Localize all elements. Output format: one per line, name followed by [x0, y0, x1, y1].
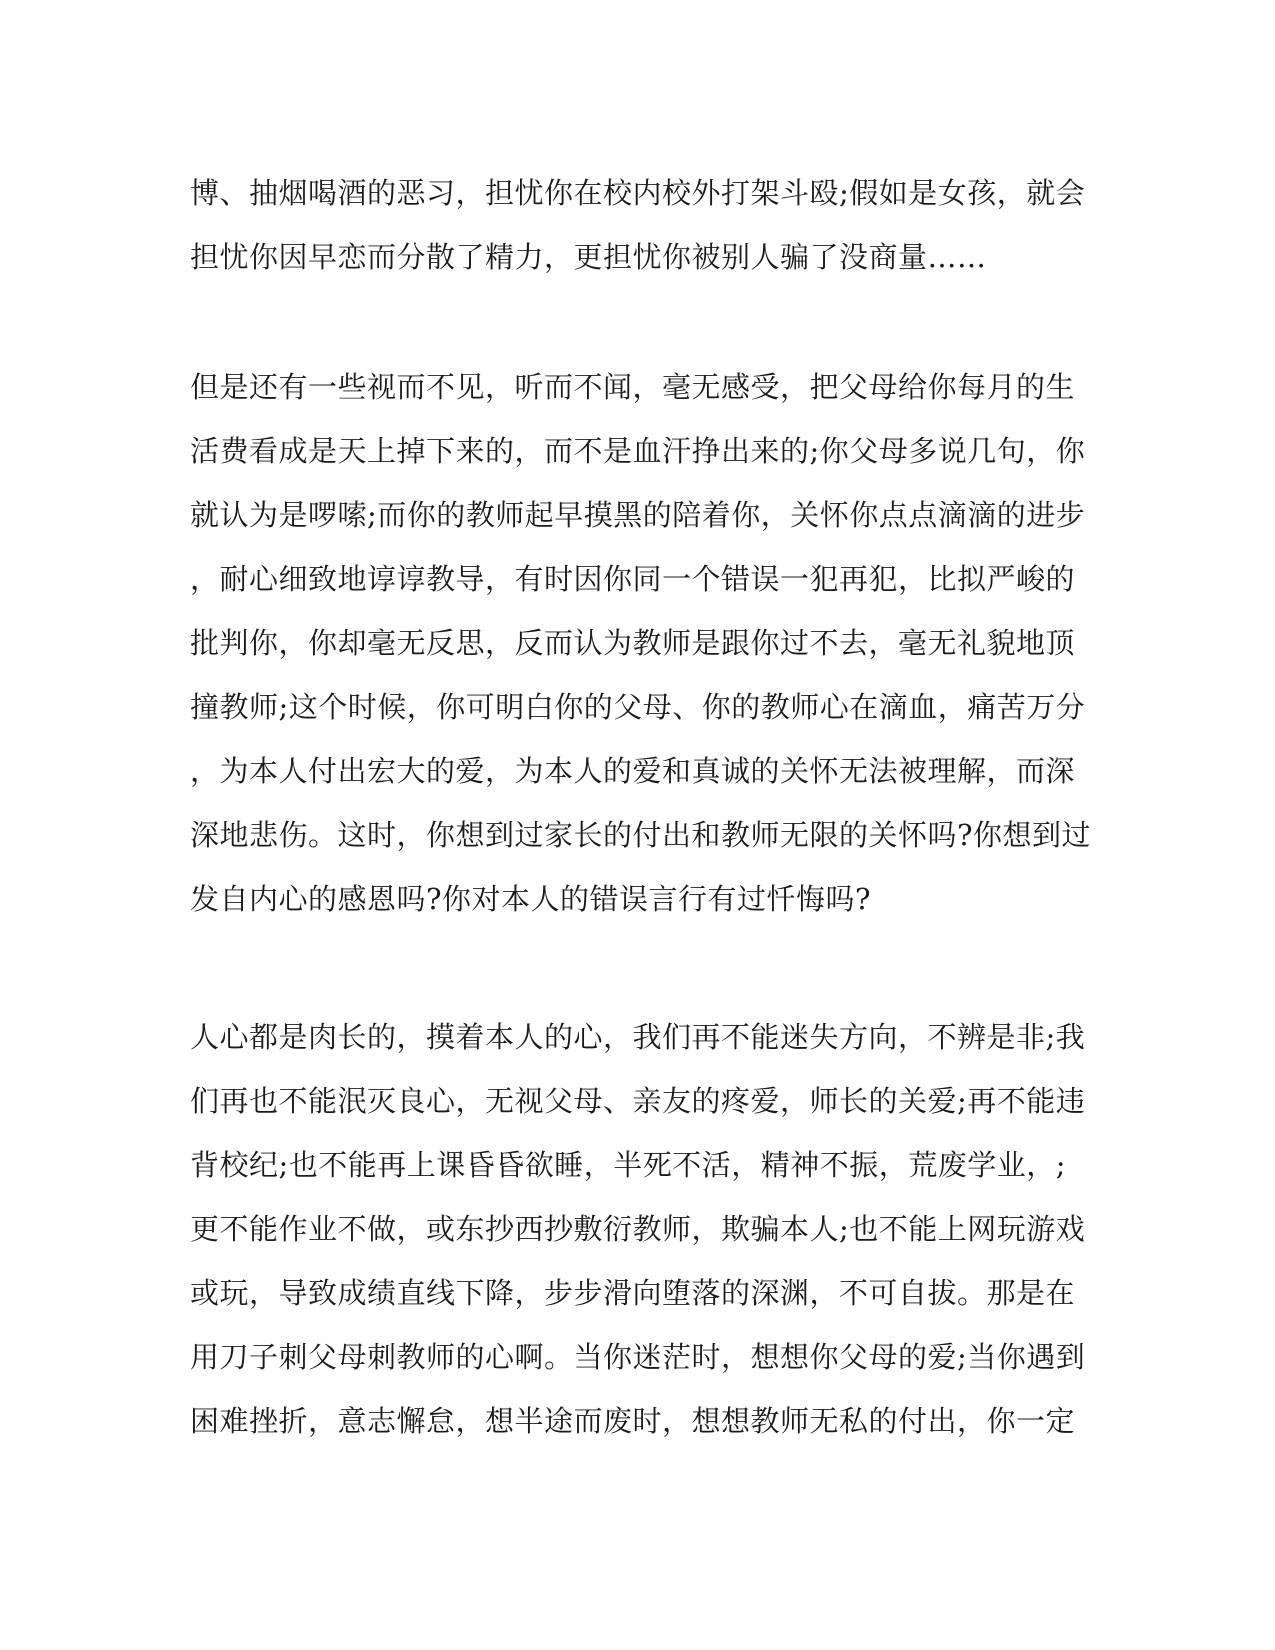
text-line: 用刀子刺父母刺教师的心啊。当你迷茫时，想想你父母的爱;当你遇到 [190, 1340, 1086, 1374]
text-line: 发自内心的感恩吗?你对本人的错误言行有过忏悔吗? [190, 882, 872, 916]
text-line: 博、抽烟喝酒的恶习，担忧你在校内校外打架斗殴;假如是女孩，就会 [190, 176, 1086, 210]
text-line: 担忧你因早恋而分散了精力，更担忧你被别人骗了没商量…… [190, 240, 987, 274]
text-line: 深地悲伤。这时，你想到过家长的付出和教师无限的关怀吗?你想到过 [190, 818, 1092, 852]
paragraph-3 [190, 1005, 1090, 1453]
text-line: 撞教师;这个时候，你可明白你的父母、你的教师心在滴血，痛苦万分 [190, 690, 1086, 724]
text-line: 困难挫折，意志懈怠，想半途而废时，想想教师无私的付出，你一定 [190, 1404, 1076, 1438]
text-line: ，为本人付出宏大的爱，为本人的爱和真诚的关怀无法被理解，而深 [190, 754, 1076, 788]
text-line: 活费看成是天上掉下来的，而不是血汗挣出来的;你父母多说几句，你 [190, 434, 1086, 468]
paragraph-2 [190, 355, 1090, 931]
text-line: 就认为是啰嗦;而你的教师起早摸黑的陪着你，关怀你点点滴滴的进步 [190, 498, 1086, 532]
text-line: 背校纪;也不能再上课昏昏欲睡，半死不活，精神不振，荒废学业，; [190, 1148, 1067, 1182]
text-line: 批判你，你却毫无反思，反而认为教师是跟你过不去，毫无礼貌地顶 [190, 626, 1076, 660]
text-line: 更不能作业不做，或东抄西抄敷衍教师，欺骗本人;也不能上网玩游戏 [190, 1212, 1086, 1246]
text-line: 或玩，导致成绩直线下降，步步滑向堕落的深渊，不可自拔。那是在 [190, 1276, 1076, 1310]
text-line: 人心都是肉长的，摸着本人的心，我们再不能迷失方向，不辨是非;我 [190, 1020, 1086, 1054]
text-line: 但是还有一些视而不见，听而不闻，毫无感受，把父母给你每月的生 [190, 370, 1076, 404]
paragraph-1 [190, 161, 1090, 289]
text-line: ，耐心细致地谆谆教导，有时因你同一个错误一犯再犯，比拟严峻的 [190, 562, 1076, 596]
text-line: 们再也不能泯灭良心，无视父母、亲友的疼爱，师长的关爱;再不能违 [190, 1084, 1086, 1118]
